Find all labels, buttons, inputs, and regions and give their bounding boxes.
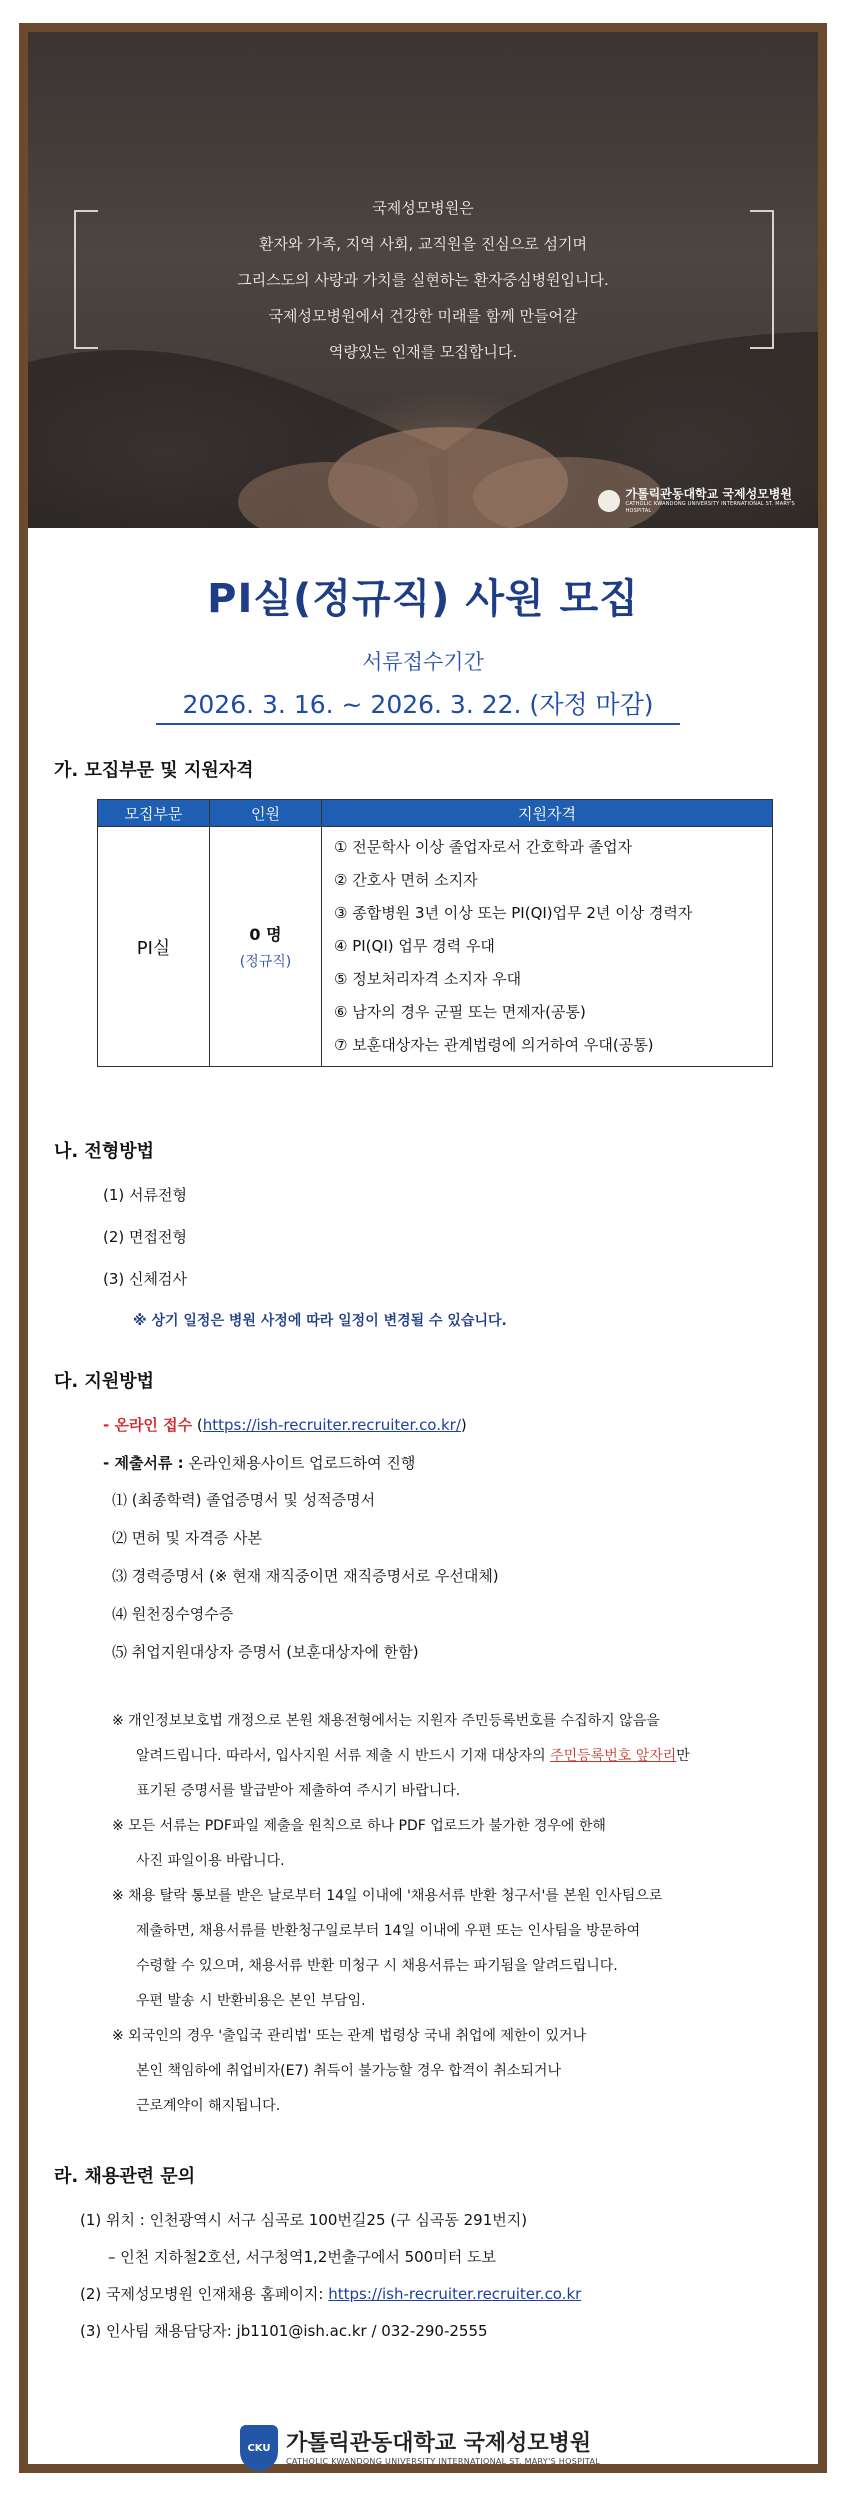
doc-item: ⑴ (최종학력) 졸업증명서 및 성적증명서 bbox=[112, 1491, 376, 1509]
hero-logo-sub: CATHOLIC KWANDONG UNIVERSITY INTERNATIONAL ST. MARY'S HOSPITAL bbox=[625, 501, 795, 514]
docs-label: - 제출서류 : bbox=[103, 1454, 184, 1472]
online-apply: - 온라인 접수 (https://ish-recruiter.recruiter.co.kr/) bbox=[103, 1416, 467, 1434]
notice-line: 우편 발송 시 반환비용은 본인 부담임. bbox=[136, 1993, 366, 2009]
requirements-table bbox=[97, 799, 773, 1067]
homepage-label: (2) 국제성모병원 인재채용 홈페이지: bbox=[80, 2285, 329, 2303]
hero-line: 그리스도의 사랑과 가치를 실현하는 환자중심병원입니다. bbox=[237, 271, 609, 289]
notice-line: ※ 채용 탈락 통보를 받은 날로부터 14일 이내에 '채용서류 반환 청구서'를 본원 인사팀으로 bbox=[112, 1888, 663, 1904]
qual-item: ① 전문학사 이상 졸업자로서 간호학과 졸업자 bbox=[334, 838, 633, 856]
doc-item: ⑶ 경력증명서 (※ 현재 재직중이면 재직증명서로 우선대체) bbox=[112, 1567, 499, 1585]
doc-item: ⑷ 원천징수영수증 bbox=[112, 1605, 234, 1623]
count-value: 0 명 bbox=[249, 925, 282, 944]
header-quals: 지원자격 bbox=[322, 800, 773, 827]
notice-text: 만 bbox=[676, 1748, 690, 1764]
employment-type: (정규직) bbox=[239, 954, 292, 970]
poster-frame bbox=[19, 23, 827, 2473]
contact-transit: – 인천 지하철2호선, 서구청역1,2번출구에서 500미터 도보 bbox=[108, 2248, 496, 2266]
notice-line: 표기된 증명서를 발급받아 제출하여 주시기 바랍니다. bbox=[136, 1783, 461, 1799]
notice-line: ※ 모든 서류는 PDF파일 제출을 원칙으로 하나 PDF 업로드가 불가한 경우에 한해 bbox=[112, 1818, 606, 1834]
section-d-heading: 라. 채용관련 문의 bbox=[54, 2166, 196, 2187]
contact-location: (1) 위치 : 인천광역시 서구 심곡로 100번길25 (구 심곡동 291번지) bbox=[80, 2211, 528, 2229]
count-cell bbox=[210, 827, 322, 1067]
notice-line: 사진 파일이용 바랍니다. bbox=[136, 1853, 285, 1869]
hero-banner bbox=[28, 32, 818, 528]
header-count: 인원 bbox=[210, 800, 322, 827]
quals-cell bbox=[322, 827, 773, 1067]
notice-line: 제출하면, 채용서류를 반환청구일로부터 14일 이내에 우편 또는 인사팀을 방문하여 bbox=[136, 1923, 641, 1939]
hero-message bbox=[28, 190, 818, 370]
table-header-row bbox=[98, 800, 773, 827]
page-title: PI실(정규직) 사원 모집 bbox=[207, 576, 639, 622]
period-label: 서류접수기간 bbox=[362, 650, 484, 674]
notice-line: 본인 책임하에 취업비자(E7) 취득이 불가능할 경우 합격이 취소되거나 bbox=[136, 2063, 561, 2079]
rrn-highlight: 주민등록번호 앞자리 bbox=[550, 1748, 677, 1764]
footer-hospital-logo bbox=[240, 2425, 600, 2471]
footer-logo-sub: CATHOLIC KWANDONG UNIVERSITY INTERNATIONAL ST. MARY'S HOSPITAL bbox=[286, 2456, 600, 2466]
step-item: (1) 서류전형 bbox=[103, 1186, 187, 1204]
schedule-note: ※ 상기 일정은 병원 사정에 따라 일정이 변경될 수 있습니다. bbox=[133, 1313, 507, 1329]
section-a-heading: 가. 모집부문 및 지원자격 bbox=[54, 760, 254, 781]
qual-item: ② 간호사 면허 소지자 bbox=[334, 871, 478, 889]
docs-intro bbox=[103, 1452, 415, 1473]
docs-desc: 온라인채용사이트 업로드하여 진행 bbox=[188, 1454, 416, 1472]
online-label: - 온라인 접수 bbox=[103, 1416, 193, 1434]
contact-homepage bbox=[80, 2283, 581, 2304]
notice-line: ※ 개인정보보호법 개정으로 본원 채용전형에서는 지원자 주민등록번호를 수집하지 않음을 bbox=[112, 1713, 660, 1729]
homepage-link[interactable]: https://ish-recruiter.recruiter.co.kr bbox=[328, 2285, 582, 2303]
hospital-emblem-icon: CKU bbox=[240, 2425, 278, 2471]
notice-line: 근로계약이 해지됩니다. bbox=[136, 2098, 281, 2114]
qual-item: ④ PI(QI) 업무 경력 우대 bbox=[334, 937, 495, 955]
qual-item: ⑦ 보훈대상자는 관계법령에 의거하여 우대(공통) bbox=[334, 1036, 654, 1054]
notice-line bbox=[112, 1739, 690, 1774]
step-item: (2) 면접전형 bbox=[103, 1228, 187, 1246]
doc-item: ⑸ 취업지원대상자 증명서 (보훈대상자에 한함) bbox=[112, 1643, 419, 1661]
step-item: (3) 신체검사 bbox=[103, 1270, 187, 1288]
hero-line: 국제성모병원에서 건강한 미래를 함께 만들어갈 bbox=[268, 307, 578, 325]
table-row bbox=[98, 827, 773, 1067]
hospital-emblem-icon bbox=[598, 490, 620, 512]
contact-recruiter: (3) 인사팀 채용담당자: jb1101@ish.ac.kr / 032-290-2555 bbox=[80, 2322, 488, 2340]
hero-line: 역량있는 인재를 모집합니다. bbox=[328, 343, 518, 361]
dept-cell: PI실 bbox=[98, 827, 210, 1067]
doc-item: ⑵ 면허 및 자격증 사본 bbox=[112, 1529, 262, 1547]
footer-logo-name: 가톨릭관동대학교 국제성모병원 bbox=[286, 2430, 592, 2456]
notice-line: 수령할 수 있으며, 채용서류 반환 미청구 시 채용서류는 파기됨을 알려드립니다. bbox=[136, 1958, 618, 1974]
application-period: 2026. 3. 16. ~ 2026. 3. 22. (자정 마감) bbox=[156, 685, 680, 725]
qual-item: ⑥ 남자의 경우 군필 또는 면제자(공통) bbox=[334, 1003, 586, 1021]
hero-logo-name: 가톨릭관동대학교 국제성모병원 bbox=[625, 487, 792, 501]
hero-line: 국제성모병원은 bbox=[372, 199, 474, 217]
notice-text: 알려드립니다. 따라서, 입사지원 서류 제출 시 반드시 기재 대상자의 bbox=[136, 1748, 551, 1764]
header-dept: 모집부문 bbox=[98, 800, 210, 827]
section-b-heading: 나. 전형방법 bbox=[54, 1141, 155, 1162]
hero-hospital-logo bbox=[598, 487, 818, 515]
notice-line: ※ 외국인의 경우 '출입국 관리법' 또는 관계 법령상 국내 취업에 제한이 있거나 bbox=[112, 2028, 587, 2044]
hero-line: 환자와 가족, 지역 사회, 교직원을 진심으로 섬기며 bbox=[259, 235, 587, 253]
notice-privacy bbox=[112, 1704, 690, 2124]
section-c-heading: 다. 지원방법 bbox=[54, 1371, 155, 1392]
online-apply-link[interactable]: https://ish-recruiter.recruiter.co.kr/ bbox=[202, 1416, 461, 1434]
qual-item: ⑤ 정보처리자격 소지자 우대 bbox=[334, 970, 522, 988]
qual-item: ③ 종합병원 3년 이상 또는 PI(QI)업무 2년 이상 경력자 bbox=[334, 904, 693, 922]
